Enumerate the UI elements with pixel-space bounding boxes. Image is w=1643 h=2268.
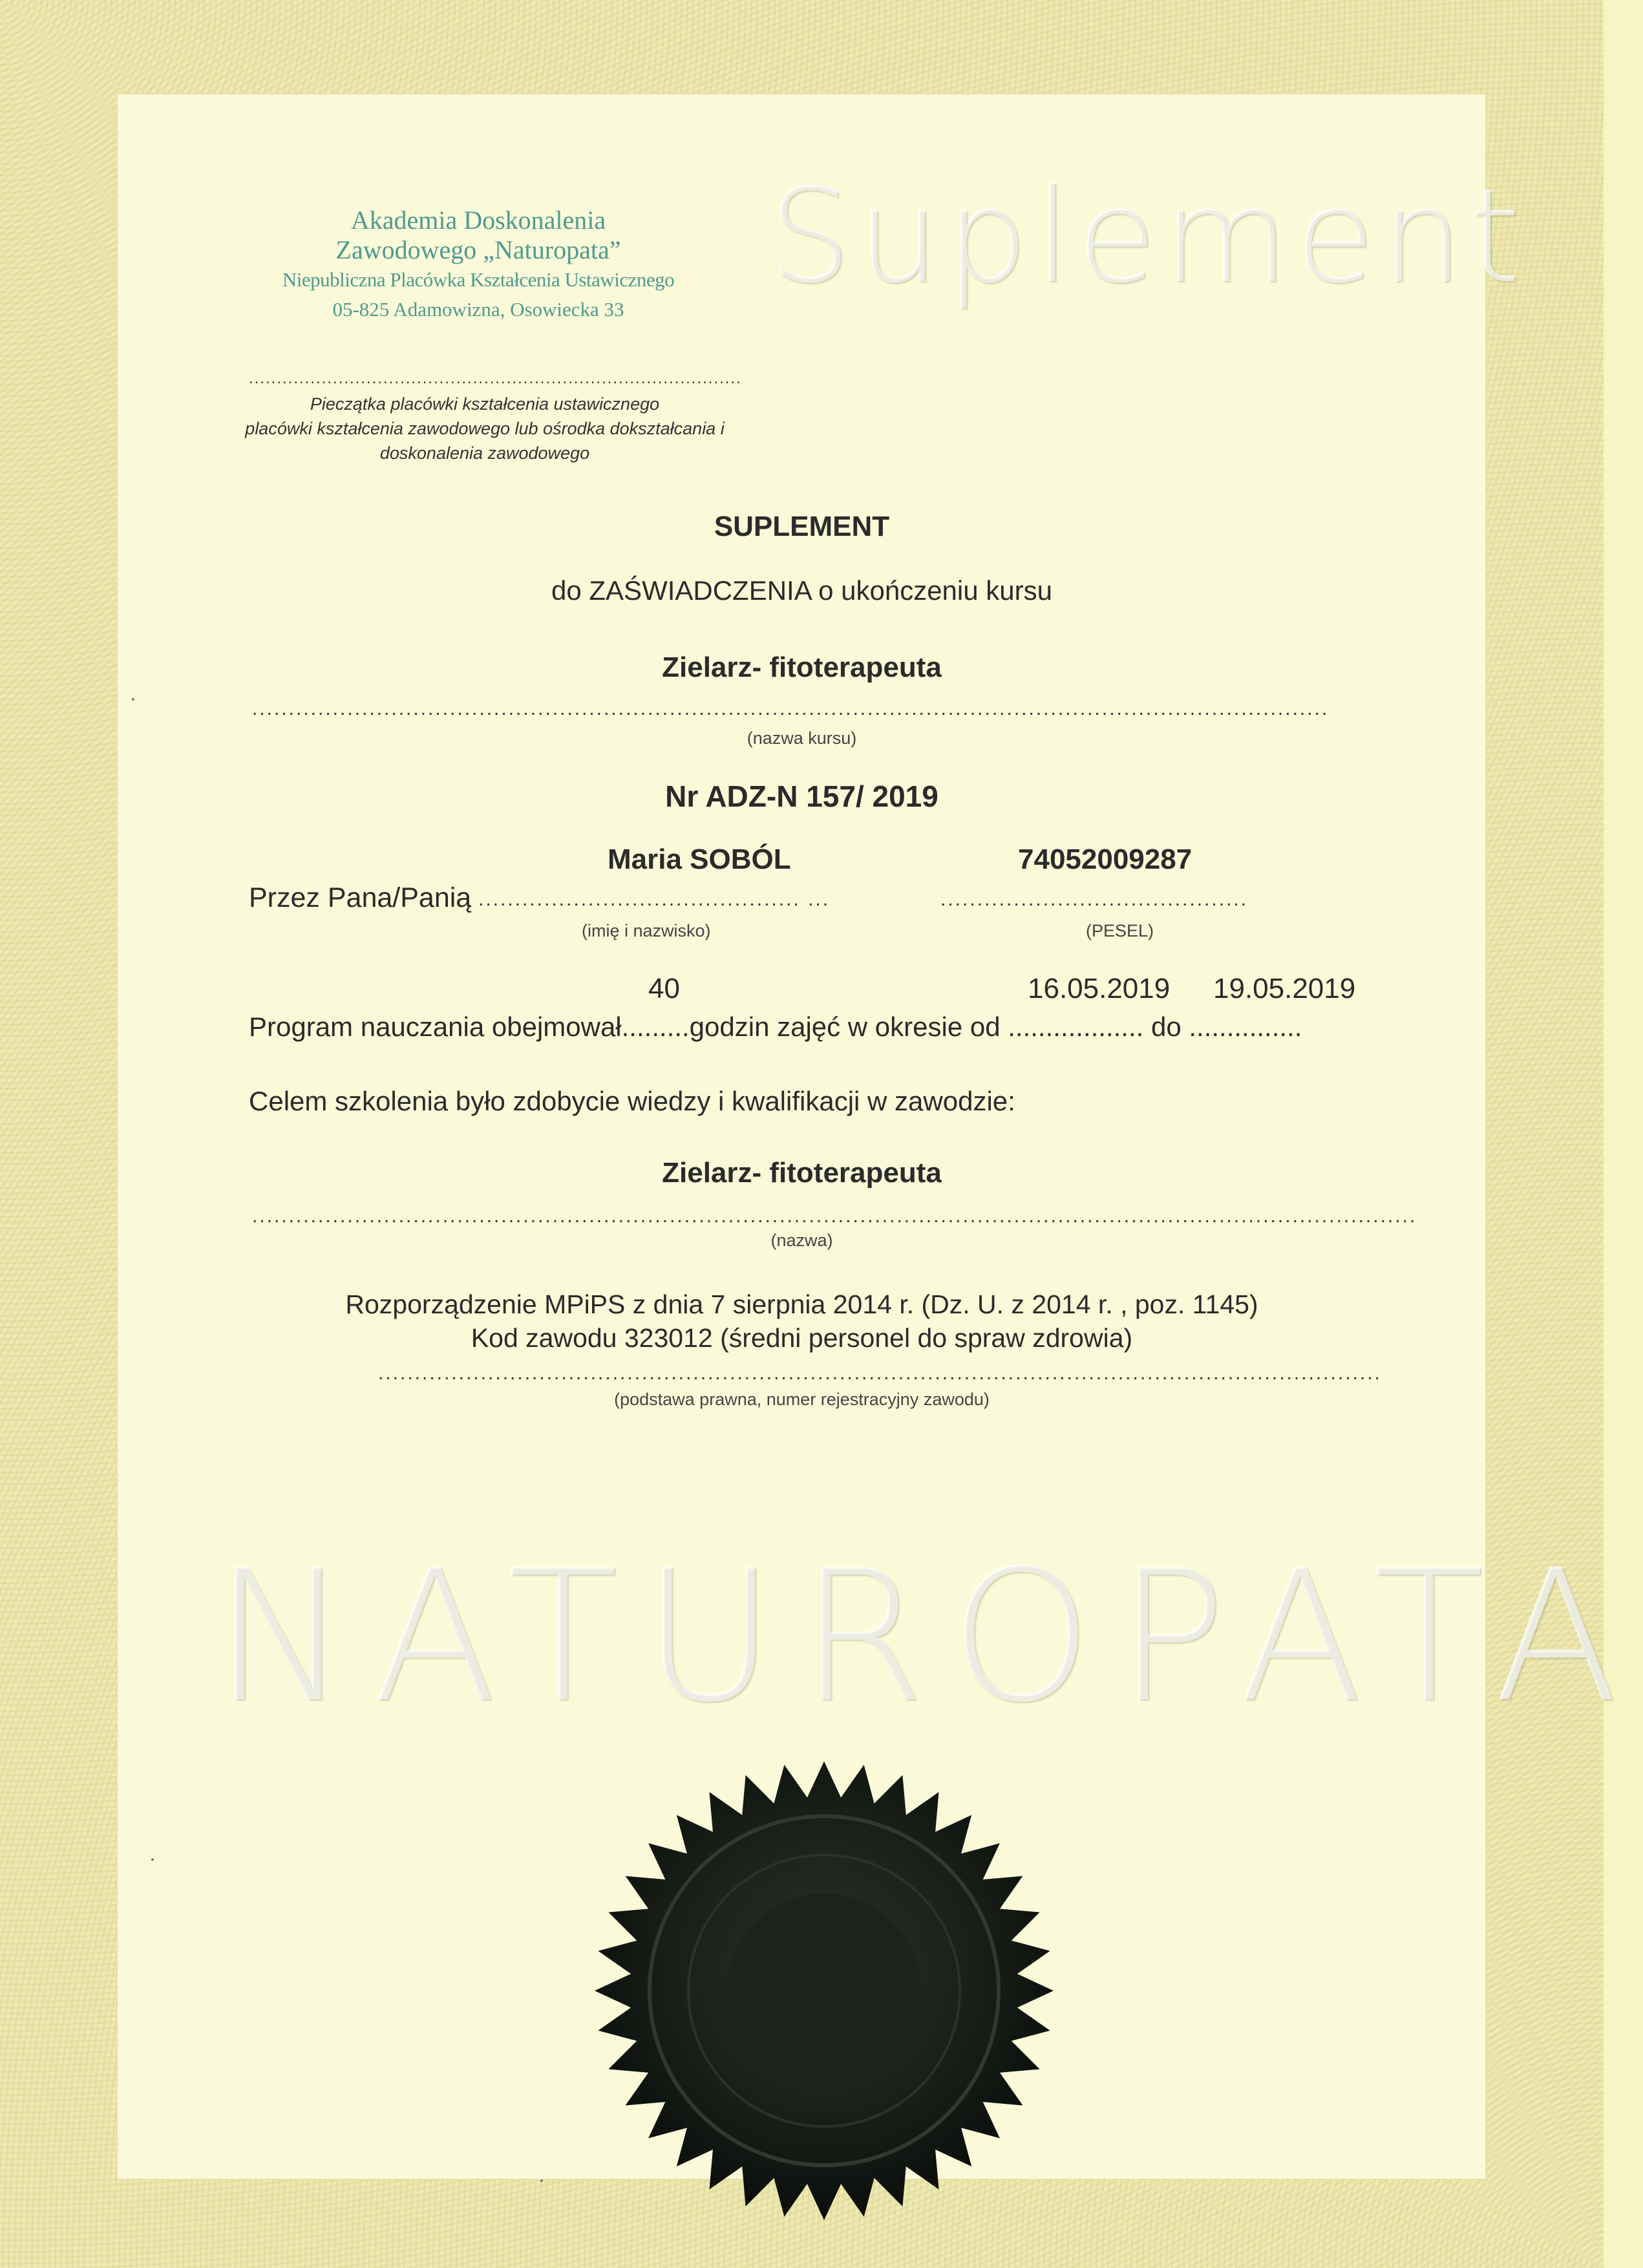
document-subtitle: do ZAŚWIADCZENIA o ukończeniu kursu <box>551 575 1052 606</box>
program-text: Program nauczania obejmował.........godzin zajęć w okresie od .................. do ............... <box>249 1012 1302 1042</box>
name-dotted-line: ............................................ ... <box>478 889 831 910</box>
stamp-line-1: Akademia Doskonalenia <box>350 206 606 235</box>
stamp-line-2: Zawodowego „Naturopata” <box>335 235 621 264</box>
legal-caption: (podstawa prawna, numer rejestracyjny zawodu) <box>614 1390 990 1409</box>
legal-dotted-line: ......................................................................................................................................... <box>378 1362 1382 1384</box>
hours-value: 40 <box>648 973 680 1004</box>
seal-center <box>727 1894 921 2088</box>
paper-speck <box>132 698 134 701</box>
course-dotted-line: ................................................................................................................................................... <box>252 698 1330 719</box>
seal-icon <box>591 1758 1057 2223</box>
certificate-number: Nr ADZ-N 157/ 2019 <box>665 779 938 813</box>
stamp-caption <box>220 392 750 465</box>
profession-name: Zielarz- fitoterapeuta <box>662 1157 942 1189</box>
legal-basis-line-1: Rozporządzenie MPiPS z dnia 7 sierpnia 2014 r. (Dz. U. z 2014 r. , poz. 1145) <box>345 1289 1258 1319</box>
pesel-dotted-line: .......................................... <box>940 889 1249 910</box>
goal-text: Celem szkolenia było zdobycie wiedzy i kwalifikacji w zawodzie: <box>249 1086 1015 1116</box>
course-name: Zielarz- fitoterapeuta <box>662 652 942 683</box>
stamp-line-3: Niepubliczna Placówka Kształcenia Ustawicznego <box>282 268 675 291</box>
stamp-dotted-line: ........................................................................................ <box>249 370 742 387</box>
pesel-caption: (PESEL) <box>1086 921 1154 940</box>
paper-speck <box>540 2179 543 2182</box>
person-label: Przez Pana/Panią <box>249 882 472 913</box>
profession-caption: (nazwa) <box>770 1231 833 1250</box>
name-caption: (imię i nazwisko) <box>582 921 711 940</box>
legal-basis-line-2: Kod zawodu 323012 (średni personel do spraw zdrowia) <box>471 1323 1133 1353</box>
stamp-caption-line-3: doskonalenia zawodowego <box>379 443 590 463</box>
date-from: 16.05.2019 <box>1028 973 1171 1004</box>
stamp-caption-line-1: Pieczątka placówki kształcenia ustawicznego <box>310 394 660 414</box>
stamp-caption-line-2: placówki kształcenia zawodowego lub ośrodka dokształcania i <box>245 419 725 438</box>
course-caption: (nazwa kursu) <box>747 728 857 748</box>
suplement-watermark: Suplement <box>769 162 1527 312</box>
pesel-value: 74052009287 <box>1018 843 1192 875</box>
stamp-line-4: 05-825 Adamowizna, Osowiecka 33 <box>332 298 624 321</box>
paper-speck <box>151 1858 154 1861</box>
person-name: Maria SOBÓL <box>608 843 791 875</box>
institution-stamp <box>246 206 711 324</box>
profession-dotted-line: ............................................................................................................................................................... <box>252 1205 1417 1227</box>
naturopata-watermark: NATUROPATA <box>213 1532 1643 1743</box>
date-to: 19.05.2019 <box>1213 973 1356 1004</box>
document-title: SUPLEMENT <box>714 511 890 542</box>
seal-graphic <box>591 1758 1057 2223</box>
